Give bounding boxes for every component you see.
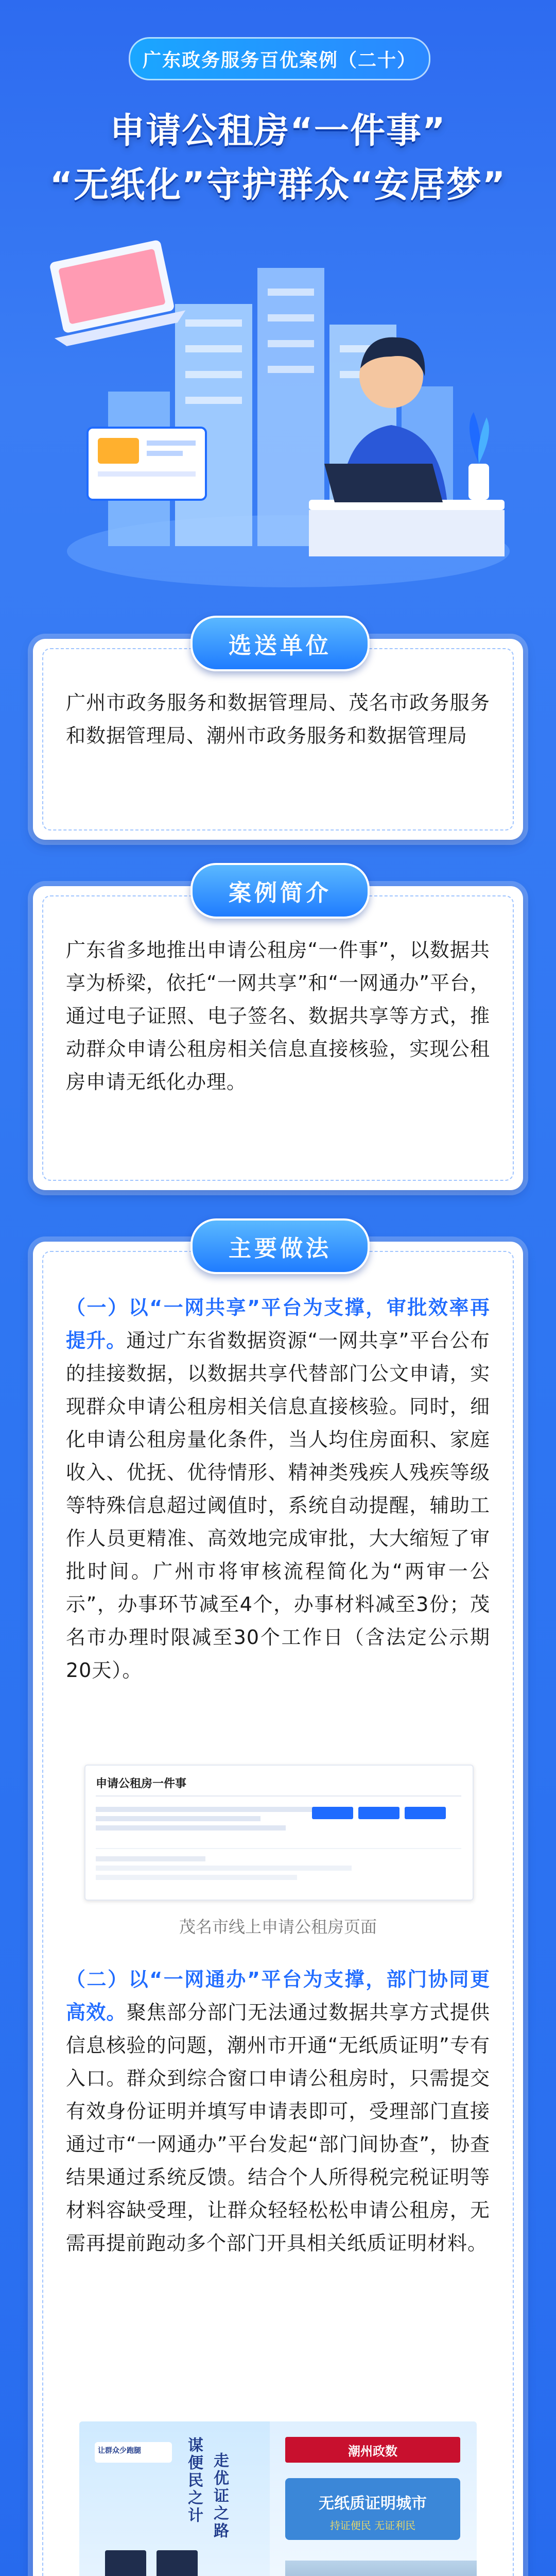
tag-intro: 案例简介 xyxy=(190,863,370,919)
section-practice-card xyxy=(33,1242,523,2576)
unit-text: 广州市政务服务和数据管理局、茂名市政务服务和数据管理局、潮州市政务服务和数据管理局 xyxy=(66,691,490,747)
online-application-screenshot xyxy=(84,1765,474,1901)
tag-practice: 主要做法 xyxy=(190,1218,370,1274)
screenshot-title: 申请公租房一件事 xyxy=(96,1777,187,1790)
section-intro-card xyxy=(33,886,523,1190)
practice-1 xyxy=(66,1291,490,1687)
poster-slogan-2: 谋便民之计 xyxy=(185,2437,203,2524)
tag-unit: 选送单位 xyxy=(190,616,370,671)
hero-illustration xyxy=(21,222,535,608)
qr-code-right xyxy=(157,2550,198,2576)
practice-2 xyxy=(66,1963,490,2260)
caption-1: 茂名市线上申请公租房页面 xyxy=(179,1917,377,1937)
practice-1-body: 通过广东省数据资源“一网共享”平台公布的挂接数据，以数据共享代替部门公文申请，实现群众申请公租房相关信息直接核验。同时，细化申请公租房量化条件，当人均住房面积、家庭收入、优抚、优待情形、精神类残疾人残疾等级等特殊信息超过阈值时，系统自动提醒，辅助工作人员更精准、高效地完成审批，大大缩短了审批时间。广州市将审核流程简化为“两审一公示”，办事环节减至4个，办事材料减至3份；茂名市办理时限减至30个工作日（含法定公示期20天）。 xyxy=(66,1329,490,1682)
title-line-2: “无纸化”守护群众“安居梦” xyxy=(49,165,507,206)
practice-1-head: （一）以“一网共享”平台为支撑，审批效率再提升。 xyxy=(66,1296,490,1352)
practice-2-body: 聚焦部分部门无法通过数据共享方式提供信息核验的问题，潮州市开通“无纸质证明”专有入口。群众到综合窗口申请公租房时，只需提交有效身份证明并填写申请表即可，受理部门直接通过市“一网通办”平台发起“部门间协查”，协查结果通过系统反馈。结合个人所得税完税证明等材料容缺受理，让群众轻轻松松申请公租房，无需再提前跑动多个部门开具相关纸质证明材料。 xyxy=(66,2001,490,2255)
qr-code-left xyxy=(105,2550,146,2576)
poster-brand: 潮州政数 xyxy=(285,2437,460,2463)
poster-slogan-3: 走优证之路 xyxy=(211,2452,229,2540)
poster-slogan-1: 让群众少跑腿 xyxy=(95,2442,172,2463)
title-line-1: 申请公租房“一件事” xyxy=(110,111,446,151)
paperless-city-poster xyxy=(79,2421,477,2576)
poster-banner-sub: 持证便民 无证利民 xyxy=(329,2519,416,2532)
practice-2-head: （二）以“一网通办”平台为支撑，部门协同更高效。 xyxy=(66,1968,490,2024)
series-label: 广东政务服务百优案例（二十） xyxy=(129,37,430,80)
intro-text: 广东省多地推出申请公租房“一件事”，以数据共享为桥梁，依托“一网共享”和“一网通办”平台，通过电子证照、电子签名、数据共享等方式，推动群众申请公租房相关信息直接核验，实现公租房申请无纸化办理。 xyxy=(66,939,490,1093)
poster-banner-title: 无纸质证明城市 xyxy=(319,2495,427,2513)
